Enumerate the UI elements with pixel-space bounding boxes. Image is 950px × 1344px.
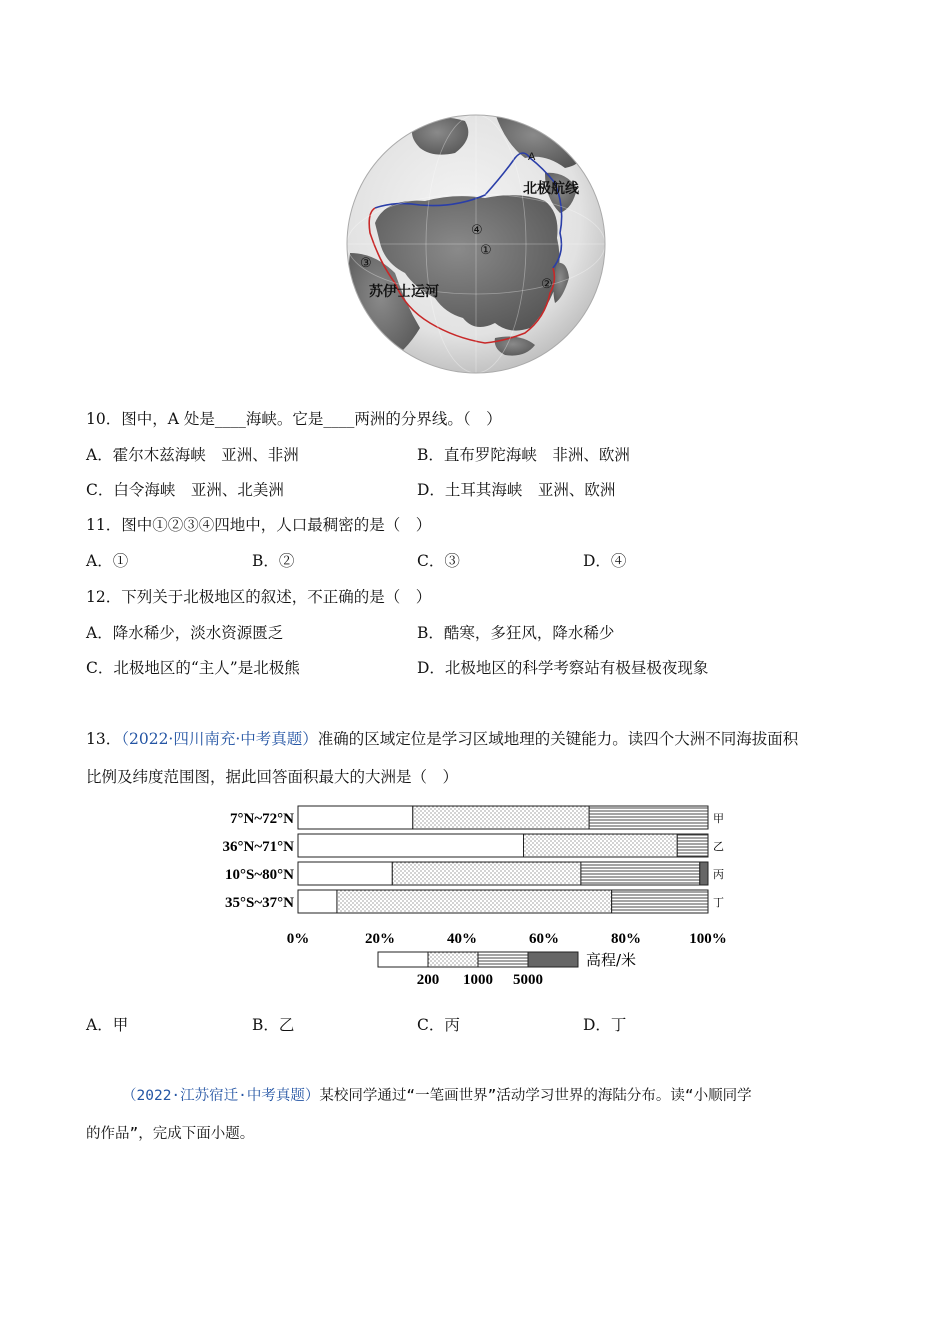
- legend-swatch: [528, 952, 578, 967]
- q10-option-a[interactable]: A．霍尔木兹海峡 亚洲、非洲: [86, 446, 299, 464]
- continent-label: 丁: [713, 896, 724, 909]
- x-tick-label: 0%: [286, 931, 310, 947]
- continent-label: 甲: [713, 812, 724, 825]
- intro-text-line1: 某校同学通过“一笔画世界”活动学习世界的海陆分布。读“小顺同学: [319, 1088, 752, 1104]
- elevation-chart: [200, 798, 760, 998]
- q13-stem-line1: [86, 727, 798, 749]
- legend-tick-label: 200: [416, 972, 440, 988]
- q12-option-b[interactable]: B．酷寒，多狂风，降水稀少: [417, 624, 615, 642]
- bar-segment-2-1: [298, 834, 524, 857]
- arctic-globe-map: [345, 113, 607, 375]
- intro-line2: 的作品”，完成下面小题。: [86, 1126, 255, 1142]
- q11-stem: 11．图中①②③④四地中，人口最稠密的是（ ）: [86, 516, 432, 534]
- bar-segment-3-2: [392, 862, 581, 885]
- suez-canal-label: 苏伊士运河: [369, 284, 439, 300]
- point-a-label: A: [528, 151, 536, 163]
- q10-option-d[interactable]: D．土耳其海峡 亚洲、欧洲: [417, 481, 616, 499]
- bar-segment-3-3: [581, 862, 700, 885]
- q12-option-d[interactable]: D．北极地区的科学考察站有极昼极夜现象: [417, 659, 709, 677]
- q11-option-b[interactable]: B．②: [252, 552, 295, 570]
- q10-option-c[interactable]: C．白令海峡 亚洲、北美洲: [86, 481, 284, 499]
- bar-segment-1-1: [298, 806, 413, 829]
- x-tick-label: 100%: [689, 931, 727, 947]
- bar-segment-2-3: [677, 834, 708, 857]
- category-label: 7°N~72°N: [230, 811, 294, 827]
- bar-segment-4-2: [337, 890, 612, 913]
- legend-title: 高程/米: [586, 951, 637, 969]
- marker-3: ③: [360, 256, 372, 271]
- intro-source: （2022·江苏宿迁·中考真题）: [122, 1088, 320, 1104]
- x-tick-label: 20%: [365, 931, 395, 947]
- continent-label: 丙: [713, 868, 724, 881]
- q13-option-d[interactable]: D．丁: [583, 1016, 627, 1034]
- continent-label: 乙: [713, 840, 724, 853]
- q13-option-a[interactable]: A．甲: [86, 1016, 129, 1034]
- marker-2: ②: [541, 277, 553, 292]
- q12-option-a[interactable]: A．降水稀少，淡水资源匮乏: [86, 624, 284, 642]
- x-tick-label: 40%: [447, 931, 477, 947]
- q13-number: 13．: [86, 730, 122, 748]
- q10-stem: 10．图中，A 处是____海峡。它是____两洲的分界线。（ ）: [86, 410, 502, 428]
- bar-segment-2-2: [524, 834, 678, 857]
- x-tick-label: 60%: [529, 931, 559, 947]
- legend-tick-label: 5000: [513, 972, 543, 988]
- marker-4: ④: [471, 223, 483, 238]
- q13-stem-text: 准确的区域定位是学习区域地理的关键能力。读四个大洲不同海拔面积: [317, 730, 799, 748]
- bar-segment-3-1: [298, 862, 392, 885]
- category-label: 36°N~71°N: [222, 839, 294, 855]
- q11-option-d[interactable]: D．④: [583, 552, 627, 570]
- bar-segment-4-3: [612, 890, 708, 913]
- q11-option-a[interactable]: A．①: [86, 552, 129, 570]
- arctic-route-label: 北极航线: [523, 181, 579, 197]
- q13-option-b[interactable]: B．乙: [252, 1016, 295, 1034]
- category-label: 35°S~37°N: [225, 895, 294, 911]
- q13-source: （2022·四川南充·中考真题）: [121, 730, 318, 748]
- q12-option-c[interactable]: C．北极地区的“主人”是北极熊: [86, 659, 300, 677]
- bar-segment-1-3: [589, 806, 708, 829]
- q13-option-c[interactable]: C．丙: [417, 1016, 460, 1034]
- marker-1: ①: [480, 243, 492, 258]
- legend-swatch: [378, 952, 428, 967]
- legend-swatch: [428, 952, 478, 967]
- category-label: 10°S~80°N: [225, 867, 294, 883]
- bar-segment-1-2: [413, 806, 589, 829]
- intro-line1: [122, 1084, 752, 1105]
- x-tick-label: 80%: [611, 931, 641, 947]
- q13-stem-line2: 比例及纬度范围图，据此回答面积最大的大洲是（ ）: [86, 768, 459, 786]
- q12-stem: 12．下列关于北极地区的叙述，不正确的是（ ）: [86, 588, 432, 606]
- legend-swatch: [478, 952, 528, 967]
- bar-segment-4-1: [298, 890, 337, 913]
- bar-segment-3-4: [700, 862, 708, 885]
- q11-option-c[interactable]: C．③: [417, 552, 460, 570]
- legend-tick-label: 1000: [463, 972, 493, 988]
- q10-option-b[interactable]: B．直布罗陀海峡 非洲、欧洲: [417, 446, 630, 464]
